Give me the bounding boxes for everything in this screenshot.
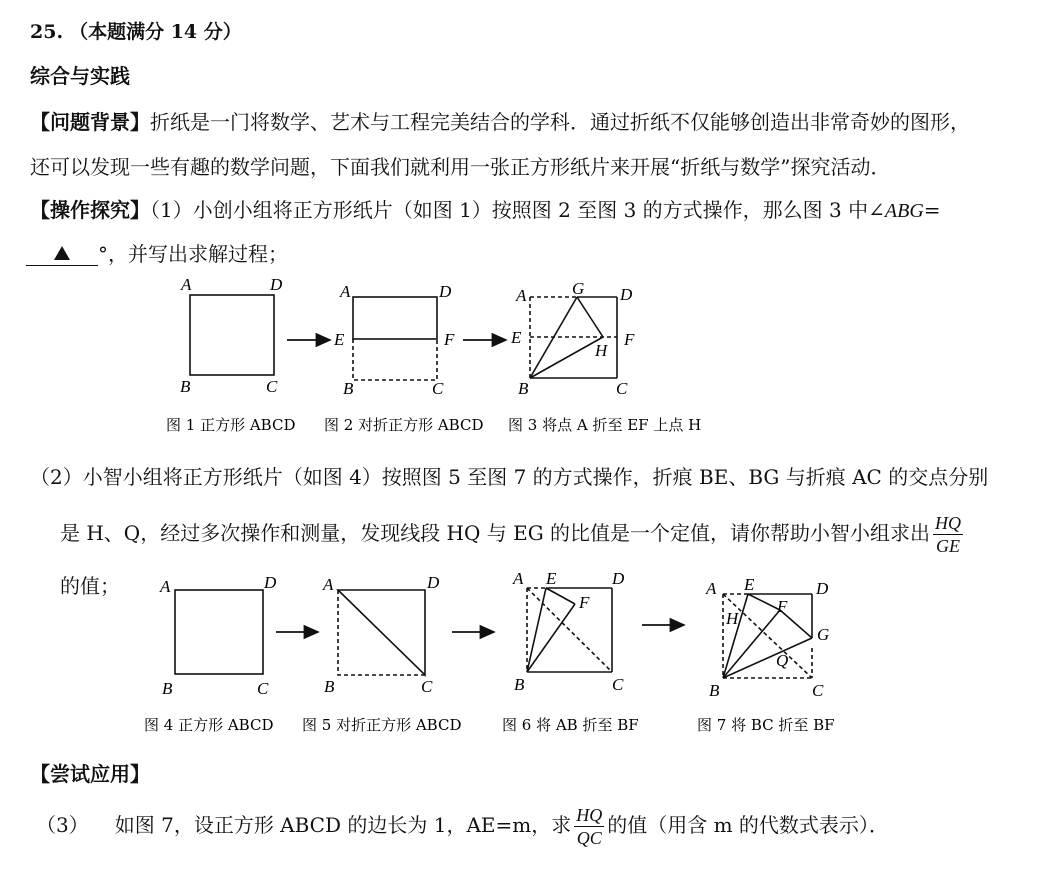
fig3-label-d: D <box>620 285 633 304</box>
question-number: 25. <box>30 21 64 43</box>
q1-eq: = <box>923 198 941 222</box>
fig6-label-f: F <box>579 593 590 612</box>
fig5-label-b: B <box>324 677 335 696</box>
fig7-diagonal <box>723 594 812 678</box>
q2-frac-num: HQ <box>935 513 962 533</box>
fig1-label-a: A <box>181 275 192 294</box>
fig7-label-c: C <box>812 681 824 700</box>
fig7-label-q: Q <box>776 651 789 670</box>
fig2-label-a: A <box>340 282 351 301</box>
fig4-label-c: C <box>257 679 269 698</box>
fig1-label-b: B <box>180 377 191 396</box>
fig6-label-e: E <box>546 569 557 588</box>
fig5-caption: 图 5 对折正方形 ABCD <box>302 716 462 734</box>
fig4-label-d: D <box>264 573 277 592</box>
fig2-label-c: C <box>432 379 444 398</box>
q3-prefix: （3） <box>36 813 89 837</box>
fig7-label-a: A <box>706 579 717 598</box>
fig3-caption: 图 3 将点 A 折至 EF 上点 H <box>508 416 702 434</box>
fig4-label-b: B <box>162 679 173 698</box>
q3-line <box>36 800 889 850</box>
fig7-label-d: D <box>816 579 829 598</box>
fig7-caption: 图 7 将 BC 折至 BF <box>697 716 835 734</box>
fig6-label-d: D <box>612 569 625 588</box>
fig3-label-e: E <box>511 328 522 347</box>
fig7-label-g: G <box>817 625 830 644</box>
figure-7 <box>723 594 812 678</box>
fig3-label-h: H <box>595 341 608 360</box>
fig6-ef <box>546 588 575 604</box>
fig3-label-b: B <box>518 379 529 398</box>
fig7-label-b: B <box>709 681 720 700</box>
fig2-label-e: E <box>334 330 345 349</box>
q2-text2: 是 H、Q，经过多次操作和测量，发现线段 HQ 与 EG 的比值是一个定值，请你帮助小智小组求出 <box>60 521 931 545</box>
fig3-label-f: F <box>624 330 635 349</box>
fig2-label-d: D <box>439 282 452 301</box>
fig1-caption: 图 1 正方形 ABCD <box>166 416 296 434</box>
fig7-label-h: H <box>726 609 739 628</box>
explore-tag: 【操作探究】 <box>30 198 150 222</box>
fig2-label-f: F <box>444 330 455 349</box>
q3-tail: 的值（用含 m 的代数式表示）． <box>607 813 889 837</box>
q2-line1: （2）小智小组将正方形纸片（如图 4）按照图 5 至图 7 的方式操作，折痕 BE、BG 与折痕 AC 的交点分别 <box>30 465 989 489</box>
fig4-caption: 图 4 正方形 ABCD <box>144 716 274 734</box>
fig7-label-e: E <box>744 575 755 594</box>
fig5-label-d: D <box>427 573 440 592</box>
q3-frac-num: HQ <box>576 805 603 825</box>
fig5-triangle <box>338 590 425 675</box>
figure-5 <box>338 590 425 675</box>
fig6-label-b: B <box>514 675 525 694</box>
fig3-label-a: A <box>516 286 527 305</box>
q1-text: （1）小创小组将正方形纸片（如图 1）按照图 2 至图 3 的方式操作，那么图 3 中∠ <box>150 198 885 222</box>
section-title: 综合与实践 <box>30 64 130 88</box>
fig7-ef <box>748 594 780 610</box>
fig6-label-a: A <box>513 569 524 588</box>
fig4-square <box>175 590 263 674</box>
q2-frac-den: GE <box>936 536 961 556</box>
background-text-1: 折纸是一门将数学、艺术与工程完美结合的学科．通过折纸不仅能够创造出非常奇妙的图形， <box>150 110 970 134</box>
fig3-label-c: C <box>616 379 628 398</box>
q3-fraction <box>574 804 604 849</box>
background-text-2: 还可以发现一些有趣的数学问题，下面我们就利用一张正方形纸片来开展“折纸与数学”探究活动． <box>30 155 891 179</box>
fig7-bg <box>723 638 812 678</box>
q3-frac-den: QC <box>576 828 602 848</box>
fig2-label-b: B <box>343 379 354 398</box>
fig6-label-c: C <box>612 675 624 694</box>
fig3-label-g: G <box>572 279 585 298</box>
q2-line3: 的值； <box>60 574 120 598</box>
fig4-label-a: A <box>160 577 171 596</box>
figure-6 <box>527 588 612 672</box>
fig6-caption: 图 6 将 AB 折至 BF <box>502 716 639 734</box>
q3-text: 如图 7，设正方形 ABCD 的边长为 1，AE=m，求 <box>114 813 572 837</box>
fig1-label-d: D <box>270 275 283 294</box>
apply-tag: 【尝试应用】 <box>30 762 150 786</box>
fig5-label-a: A <box>323 575 334 594</box>
fig2-caption: 图 2 对折正方形 ABCD <box>324 416 484 434</box>
question-score: （本题满分 14 分） <box>69 21 242 43</box>
background-tag: 【问题背景】 <box>30 110 150 134</box>
fig5-label-c: C <box>421 677 433 696</box>
fig7-label-f: F <box>777 597 788 616</box>
q1-tail: °，并写出求解过程； <box>98 242 288 266</box>
fig1-label-c: C <box>266 377 278 396</box>
q1-angle: ABG <box>884 200 924 222</box>
